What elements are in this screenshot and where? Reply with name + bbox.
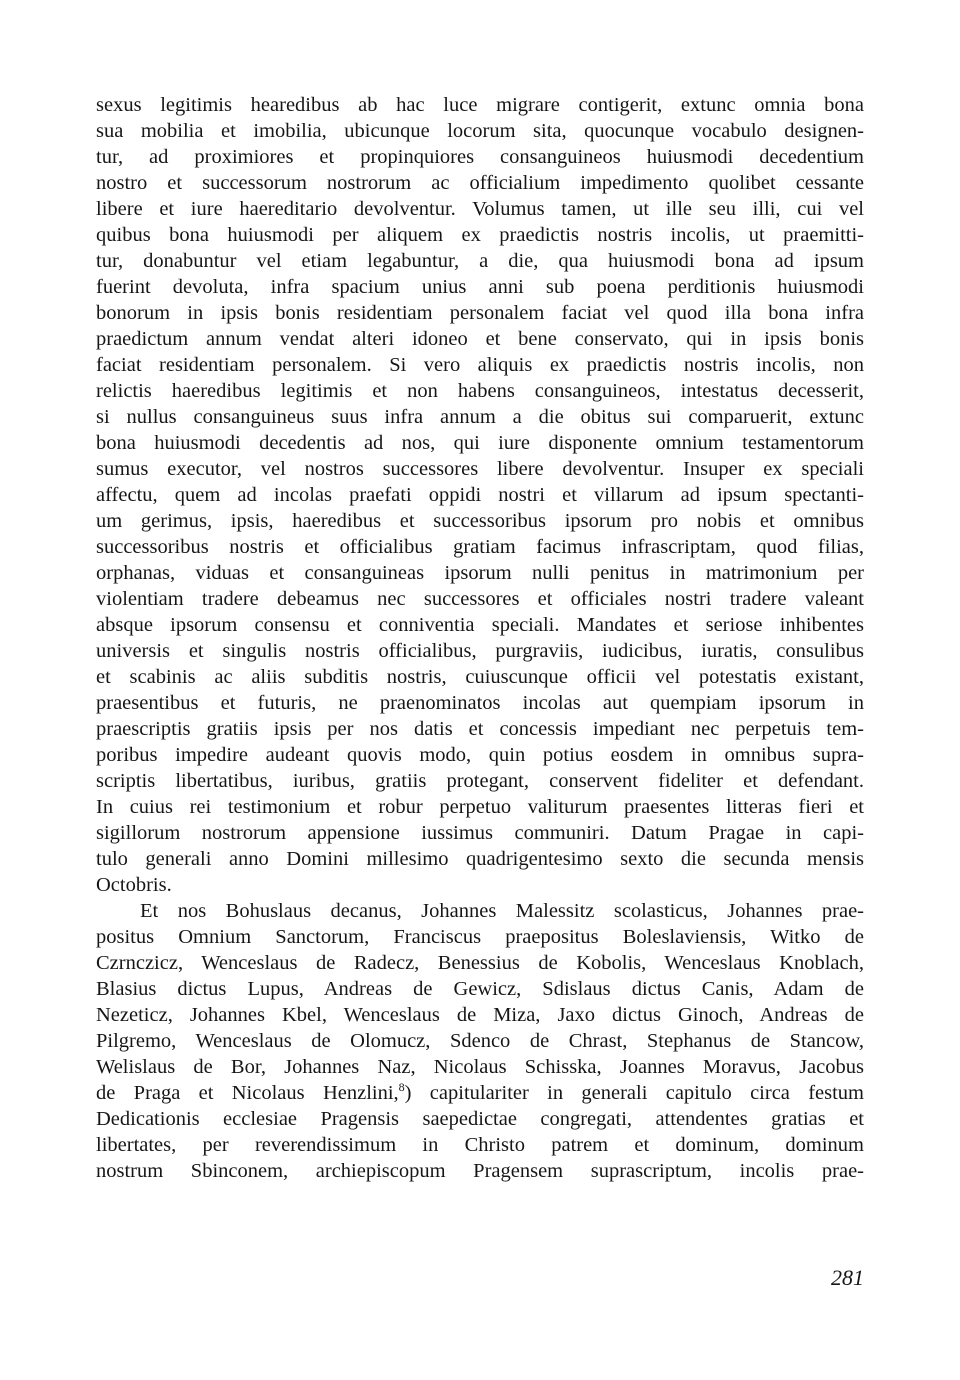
text-line: positus Omnium Sanctorum, Franciscus praepositus Boleslaviensis, Witko de	[96, 926, 864, 948]
text-line: faciat residentiam personalem. Si vero aliquis ex praedictis nostris incolis, non	[96, 354, 864, 376]
text-line: affectu, quem ad incolas praefati oppidi nostri et villarum ad ipsum spectanti-	[96, 484, 864, 506]
text-segment: ) capitulariter in generali capitulo circa festum	[404, 1082, 864, 1104]
text-line: universis et singulis nostris officialibus, purgraviis, iudicibus, iuratis, consulibus	[96, 640, 864, 662]
text-line: Czrnczicz, Wenceslaus de Radecz, Benessius de Kobolis, Wenceslaus Knoblach,	[96, 952, 864, 974]
text-line: orphanas, viduas et consanguineas ipsorum nulli penitus in matrimonium per	[96, 562, 864, 584]
text-line: tulo generali anno Domini millesimo quadrigentesimo sexto die secunda mensis	[96, 848, 864, 870]
text-line: bona huiusmodi decedentis ad nos, qui iure disponente omnium testamentorum	[96, 432, 864, 454]
text-line: Nezeticz, Johannes Kbel, Wenceslaus de Miza, Jaxo dictus Ginoch, Andreas de	[96, 1004, 864, 1026]
text-line: et scabinis ac aliis subditis nostris, cuiuscunque officii vel potestatis existant,	[96, 666, 864, 688]
text-line: absque ipsorum consensu et conniventia speciali. Mandates et seriose inhibentes	[96, 614, 864, 636]
footnote-marker[interactable]: 8	[398, 1080, 405, 1095]
text-line: Et nos Bohuslaus decanus, Johannes Malessitz scolasticus, Johannes prae-	[140, 900, 864, 922]
text-line: successoribus nostris et officialibus gratiam facimus infrascriptam, quod filias,	[96, 536, 864, 558]
text-line: libertates, per reverendissimum in Christo patrem et dominum, dominum	[96, 1134, 864, 1156]
page-number: 281	[831, 1265, 864, 1290]
text-line: sua mobilia et imobilia, ubicunque locorum sita, quocunque vocabulo designen-	[96, 120, 864, 142]
text-line: Welislaus de Bor, Johannes Naz, Nicolaus Schisska, Joannes Moravus, Jacobus	[96, 1056, 864, 1078]
text-segment: de Praga et Nicolaus Henzlini,	[96, 1082, 399, 1104]
text-line: praescriptis gratiis ipsis per nos datis et concessis impediant nec perpetuis tem-	[96, 718, 864, 740]
text-line: In cuius rei testimonium et robur perpetuo valiturum praesentes litteras fieri et	[96, 796, 864, 818]
text-line: nostro et successorum nostrorum ac officialium impedimento quolibet cessante	[96, 172, 864, 194]
text-line: Pilgremo, Wenceslaus de Olomucz, Sdenco de Chrast, Stephanus de Stancow,	[96, 1030, 864, 1052]
text-line: tur, ad proximiores et propinquiores consanguineos huiusmodi decedentium	[96, 146, 864, 168]
paragraph	[96, 92, 864, 898]
text-line-with-footnote	[96, 1080, 864, 1106]
paragraph	[96, 898, 864, 1184]
text-line: sumus executor, vel nostros successores libere devolventur. Insuper ex speciali	[96, 458, 864, 480]
text-line: scriptis libertatibus, iuribus, gratiis protegant, conservent fideliter et defendant.	[96, 770, 864, 792]
text-line: praesentibus et futuris, ne praenominatos incolas aut quempiam ipsorum in	[96, 692, 864, 714]
text-line: um gerimus, ipsis, haeredibus et successoribus ipsorum pro nobis et omnibus	[96, 510, 864, 532]
text-line: Dedicationis ecclesiae Pragensis saepedictae congregati, attendentes gratias et	[96, 1108, 864, 1130]
text-line: bonorum in ipsis bonis residentiam personalem faciat vel quod illa bona infra	[96, 302, 864, 324]
text-line: sexus legitimis hearedibus ab hac luce migrare contigerit, extunc omnia bona	[96, 94, 864, 116]
text-line: quibus bona huiusmodi per aliquem ex praedictis nostris incolis, ut praemitti-	[96, 224, 864, 246]
text-line: fuerint devoluta, infra spacium unius anni sub poena perditionis huiusmodi	[96, 276, 864, 298]
text-line: tur, donabuntur vel etiam legabuntur, a die, qua huiusmodi bona ad ipsum	[96, 250, 864, 272]
text-line: violentiam tradere debeamus nec successores et officiales nostri tradere valeant	[96, 588, 864, 610]
text-line: si nullus consanguineus suus infra annum a die obitus sui comparuerit, extunc	[96, 406, 864, 428]
text-line: relictis haeredibus legitimis et non habens consanguineos, intestatus decesserit,	[96, 380, 864, 402]
text-line: Blasius dictus Lupus, Andreas de Gewicz, Sdislaus dictus Canis, Adam de	[96, 978, 864, 1000]
text-line: nostrum Sbinconem, archiepiscopum Pragensem suprascriptum, incolis prae-	[96, 1160, 864, 1182]
body-text	[96, 92, 864, 1184]
text-line: sigillorum nostrorum appensione iussimus communiri. Datum Pragae in capi-	[96, 822, 864, 844]
text-line: libere et iure haereditario devolventur. Volumus tamen, ut ille seu illi, cui vel	[96, 198, 864, 220]
text-line: Octobris.	[96, 874, 172, 896]
text-line: praedictum annum vendat alteri idoneo et bene conservato, qui in ipsis bonis	[96, 328, 864, 350]
text-line: poribus impedire audeant quovis modo, quin potius eosdem in omnibus supra-	[96, 744, 864, 766]
